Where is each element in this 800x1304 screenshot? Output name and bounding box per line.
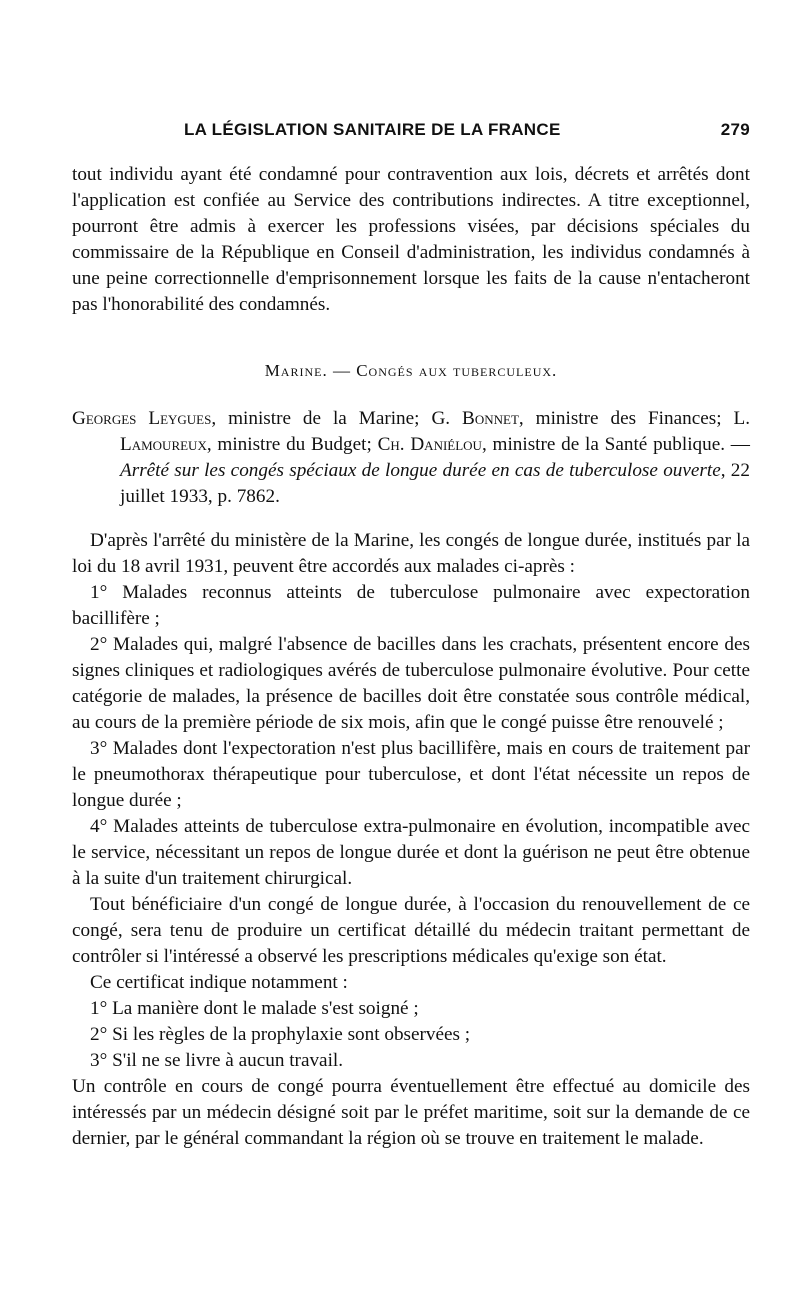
author-name: L. Lamoureux	[120, 408, 750, 455]
list-item: 3° Malades dont l'expectoration n'est plus bacillifère, mais en cours de traitement par le pneumothorax thérapeutique pour tuberculose, et dont l'état nécessite un repos de longue durée ;	[72, 738, 750, 811]
author-role: , ministre de la Marine;	[211, 408, 432, 429]
body-paragraph: Tout bénéficiaire d'un congé de longue durée, à l'occasion du renouvellement de ce congé, sera tenu de produire un certificat détaillé du médecin traitant permettant de contrôler si l'intéressé a observé les prescriptions médicales qu'exige son état.	[72, 894, 750, 967]
act-title: Arrêté sur les congés spéciaux de longue durée en cas de tuberculose ouverte	[120, 460, 721, 481]
author-role: , ministre des Finances;	[518, 408, 734, 429]
list-item: 4° Malades atteints de tuberculose extra-pulmonaire en évolution, incompatible avec le service, nécessitant un repos de longue durée et dont la guérison ne peut être obtenue à la suite d'un traitement chirurgical.	[72, 816, 750, 889]
author-role: , ministre du Budget;	[206, 434, 378, 455]
reference-block	[72, 406, 750, 510]
page-number: 279	[720, 120, 750, 139]
list-item: 3° S'il ne se livre à aucun travail.	[90, 1050, 344, 1071]
body-paragraph: Ce certificat indique notamment :	[90, 972, 348, 993]
intro-paragraph: tout individu ayant été condamné pour contravention aux lois, décrets et arrêtés dont l'application est confiée au Service des contributions indirectes. A titre exceptionnel, pourront être admis à exercer les professions visées, par décisions spéciales du commissaire de la République en Conseil d'administration, les individus condamnés à une peine correctionnelle d'emprisonnement lorsque les faits de la cause n'entacheront pas l'honorabilité des condamnés.	[72, 164, 750, 315]
author-name: G. Bonnet	[431, 408, 519, 429]
act-date-page: , 22 juillet 1933, p. 7862.	[120, 460, 750, 507]
list-item: 2° Si les règles de la prophylaxie sont observées ;	[90, 1024, 471, 1045]
list-item: 1° La manière dont le malade s'est soigné ;	[90, 998, 419, 1019]
body-paragraph: D'après l'arrêté du ministère de la Marine, les congés de longue durée, institués par la loi du 18 avril 1931, peuvent être accordés aux malades ci-après :	[72, 530, 750, 577]
running-title: LA LÉGISLATION SANITAIRE DE LA FRANCE	[184, 120, 561, 139]
body-paragraph: Un contrôle en cours de congé pourra éventuellement être effectué au domicile des intéressés par un médecin désigné soit par le préfet maritime, soit sur la demande de ce dernier, par le général commandant la région où se trouve en traitement le malade.	[72, 1076, 750, 1149]
author-role: , ministre de la Santé publique. —	[481, 434, 750, 455]
author-name: Georges Leygues	[72, 408, 212, 429]
list-item: 2° Malades qui, malgré l'absence de bacilles dans les crachats, présentent encore des signes cliniques et radiologiques avérés de tuberculose pulmonaire évolutive. Pour cette catégorie de malades, la présence de bacilles doit être constatée sous contrôle médical, au cours de la première période de six mois, afin que le congé puisse être renouvelé ;	[72, 634, 750, 733]
list-item: 1° Malades reconnus atteints de tuberculose pulmonaire avec expectoration bacillifère ;	[72, 582, 750, 629]
section-title: Marine. — Congés aux tuberculeux.	[264, 361, 558, 380]
running-header	[72, 118, 750, 146]
author-name: Ch. Daniélou	[377, 434, 482, 455]
document-page	[72, 118, 750, 1152]
